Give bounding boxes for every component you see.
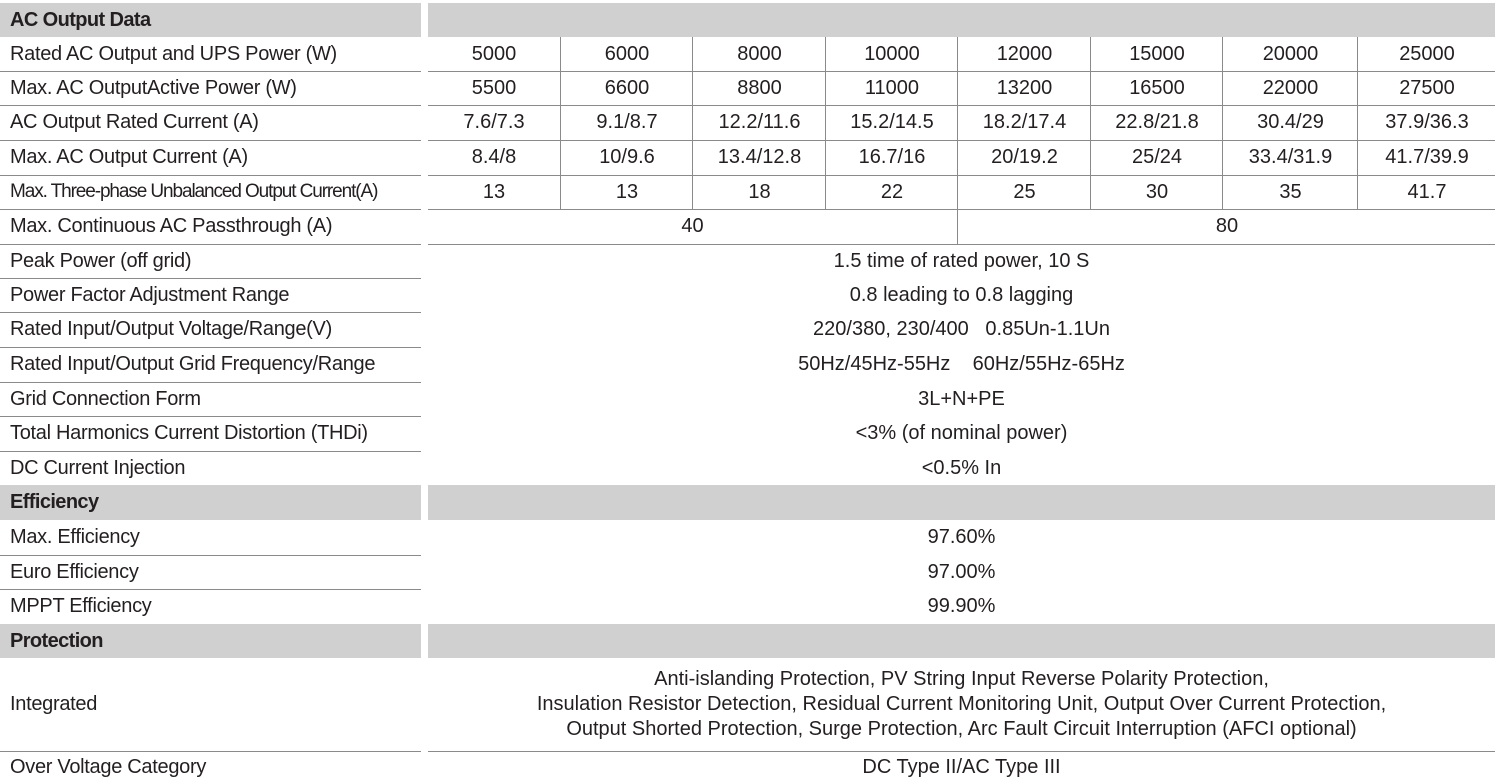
- protection-line: Output Shorted Protection, Surge Protection, Arc Fault Circuit Interruption (AFCI optional): [566, 718, 1357, 740]
- table-row: [0, 658, 1495, 751]
- table-row: [0, 278, 1495, 312]
- value-cell: 13: [560, 175, 693, 209]
- value-cell: 37.9/36.3: [1357, 105, 1495, 140]
- row-label: Power Factor Adjustment Range: [10, 283, 290, 306]
- divider: [0, 451, 421, 452]
- value-cell: 1.5 time of rated power, 10 S: [833, 249, 1090, 272]
- row-label: Over Voltage Category: [10, 756, 207, 778]
- value-cell: 97.60%: [927, 526, 996, 548]
- value-cell: 10000: [825, 37, 958, 71]
- value-cell: 16500: [1090, 71, 1223, 105]
- value-cell: 40: [681, 215, 704, 237]
- section-title: Protection: [0, 624, 421, 658]
- value-cell: 27500: [1357, 71, 1495, 105]
- value-cell: 8.4/8: [471, 146, 517, 168]
- value-cell: 25/24: [1090, 140, 1223, 175]
- value-cell: 12.2/11.6: [692, 105, 826, 140]
- row-label: Max. Efficiency: [10, 526, 140, 548]
- value-cell: 97.00%: [927, 560, 996, 583]
- value-cell: 25: [957, 175, 1091, 209]
- divider: [0, 209, 421, 210]
- row-label: Grid Connection Form: [10, 387, 201, 410]
- value-cell: 16.7/16: [825, 140, 958, 175]
- value-cell: 6600: [560, 71, 693, 105]
- value-cell: 41.7: [1357, 175, 1495, 209]
- value-cell: <3% (of nominal power): [855, 422, 1068, 444]
- value-cell: 13.4/12.8: [692, 140, 826, 175]
- value-cell: 15000: [1090, 37, 1223, 71]
- row-label: Euro Efficiency: [10, 560, 139, 583]
- table-row: [0, 175, 1495, 209]
- value-cell: 9.1/8.7: [560, 105, 693, 140]
- value-cell: 3L+N+PE: [918, 387, 1005, 410]
- section-title: Efficiency: [0, 485, 421, 520]
- divider: [0, 140, 421, 141]
- divider: [0, 71, 421, 72]
- value-cell: 80: [957, 209, 1495, 244]
- value-cell: 30: [1090, 175, 1223, 209]
- row-label: Total Harmonics Current Distortion (THDi): [10, 422, 368, 444]
- row-label: Max. Three-phase Unbalanced Output Current(A): [10, 181, 378, 202]
- value-cell: 30.4/29: [1222, 105, 1358, 140]
- value-cell: [428, 658, 1495, 751]
- divider: [428, 140, 1495, 141]
- value-cell: 99.90%: [927, 595, 996, 617]
- value-cell: 8800: [692, 71, 826, 105]
- table-row: [0, 520, 1495, 555]
- divider: [428, 209, 1495, 210]
- value-cell: 0.8 leading to 0.8 lagging: [849, 283, 1074, 306]
- section-ac-output: [0, 3, 1495, 37]
- divider: [0, 175, 421, 176]
- table-row: [0, 71, 1495, 105]
- row-label: DC Current Injection: [10, 456, 186, 479]
- table-row: [0, 589, 1495, 624]
- value-cell: 220/380, 230/400 0.85Un-1.1Un: [813, 318, 1110, 340]
- value-cell: 18.2/17.4: [957, 105, 1091, 140]
- value-cell: <0.5% In: [921, 456, 1002, 479]
- divider: [428, 105, 1495, 106]
- value-cell: 15.2/14.5: [825, 105, 958, 140]
- divider: [428, 175, 1495, 176]
- divider: [0, 416, 421, 417]
- protection-line: Anti-islanding Protection, PV String Input Reverse Polarity Protection,: [654, 668, 1269, 690]
- table-row: [0, 347, 1495, 382]
- value-cell: 35: [1222, 175, 1358, 209]
- row-label: Rated AC Output and UPS Power (W): [10, 42, 337, 65]
- value-cell: 8000: [692, 37, 826, 71]
- value-cell: 50Hz/45Hz-55Hz 60Hz/55Hz-65Hz: [798, 353, 1125, 375]
- table-row: [0, 451, 1495, 485]
- divider: [0, 312, 421, 313]
- value-cell: 18: [692, 175, 826, 209]
- row-label: Rated Input/Output Grid Frequency/Range: [10, 353, 376, 375]
- table-row: [0, 140, 1495, 175]
- value-cell: 13200: [957, 71, 1091, 105]
- row-label: Max. Continuous AC Passthrough (A): [10, 215, 333, 237]
- section-title: AC Output Data: [0, 3, 421, 37]
- value-cell: 6000: [560, 37, 693, 71]
- value-cell: 22.8/21.8: [1090, 105, 1223, 140]
- value-cell: 13: [482, 180, 506, 203]
- divider: [0, 382, 421, 383]
- value-cell: 10/9.6: [560, 140, 693, 175]
- section-efficiency: [0, 485, 1495, 520]
- table-row: [0, 416, 1495, 451]
- divider: [0, 278, 421, 279]
- value-cell: 22: [825, 175, 958, 209]
- value-cell: 11000: [825, 71, 958, 105]
- row-label: Max. AC OutputActive Power (W): [10, 76, 297, 99]
- divider: [0, 589, 421, 590]
- table-row: [0, 751, 1495, 784]
- value-cell: 5000: [471, 42, 517, 65]
- row-label: Peak Power (off grid): [10, 249, 192, 272]
- row-label: Max. AC Output Current (A): [10, 146, 248, 168]
- divider: [0, 751, 421, 752]
- table-row: [0, 37, 1495, 71]
- value-cell: 33.4/31.9: [1222, 140, 1358, 175]
- divider: [0, 105, 421, 106]
- value-cell: 12000: [957, 37, 1091, 71]
- value-cell: 22000: [1222, 71, 1358, 105]
- value-cell: 41.7/39.9: [1357, 140, 1495, 175]
- divider: [0, 244, 421, 245]
- divider: [428, 71, 1495, 72]
- divider: [428, 244, 1495, 245]
- value-cell: 20/19.2: [957, 140, 1091, 175]
- value-cell: 7.6/7.3: [463, 111, 525, 133]
- protection-line: Insulation Resistor Detection, Residual Current Monitoring Unit, Output Over Current Protection,: [536, 693, 1387, 715]
- table-row: [0, 244, 1495, 278]
- divider: [428, 751, 1495, 752]
- divider: [0, 347, 421, 348]
- value-cell: DC Type II/AC Type III: [862, 756, 1061, 778]
- value-cell: 25000: [1357, 37, 1495, 71]
- divider: [0, 555, 421, 556]
- table-row: [0, 209, 1495, 244]
- value-cell: 5500: [471, 76, 517, 99]
- table-row: [0, 382, 1495, 416]
- table-row: [0, 105, 1495, 140]
- row-label: Integrated: [10, 693, 98, 715]
- row-label: AC Output Rated Current (A): [10, 111, 259, 133]
- row-label: Rated Input/Output Voltage/Range(V): [10, 318, 332, 340]
- table-row: [0, 312, 1495, 347]
- section-protection: [0, 624, 1495, 658]
- table-row: [0, 555, 1495, 589]
- row-label: MPPT Efficiency: [10, 595, 152, 617]
- value-cell: 20000: [1222, 37, 1358, 71]
